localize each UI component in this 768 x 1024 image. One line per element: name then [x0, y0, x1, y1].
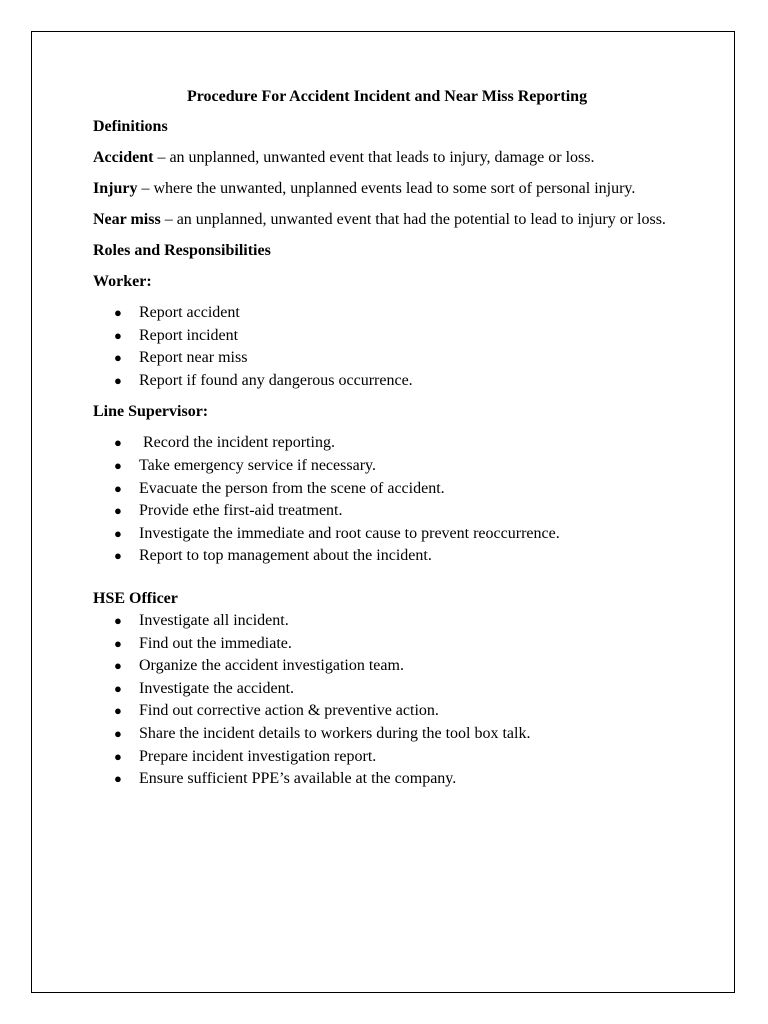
document-title: Procedure For Accident Incident and Near Miss Reporting	[186, 88, 588, 105]
list-item: ● Report to top management about the incident.	[93, 545, 693, 568]
list-item: ● Organize the accident investigation team.	[93, 655, 693, 678]
list-item: ● Find out corrective action & preventive action.	[93, 700, 693, 723]
list-item: ● Share the incident details to workers during the tool box talk.	[93, 723, 693, 746]
line-supervisor-list	[93, 432, 693, 568]
list-item: ● Prepare incident investigation report.	[93, 746, 693, 769]
list-item: ● Investigate the immediate and root cause to prevent reoccurrence.	[93, 523, 693, 546]
definitions-heading: Definitions	[93, 118, 168, 135]
definition-term: Accident	[93, 149, 154, 166]
list-item: ● Take emergency service if necessary.	[93, 455, 693, 478]
roles-heading: Roles and Responsibilities	[93, 242, 271, 259]
definition-text: – an unplanned, unwanted event that had the potential to lead to injury or loss.	[160, 211, 666, 228]
bullet-icon: ●	[114, 350, 122, 366]
bullet-icon: ●	[114, 548, 122, 564]
bullet-icon: ●	[114, 305, 122, 320]
bullet-icon: ●	[114, 612, 122, 628]
definition-injury	[93, 178, 693, 200]
list-item: ● Report near miss	[93, 347, 693, 370]
list-item: ● Evacuate the person from the scene of accident.	[93, 478, 693, 501]
bullet-icon: ●	[114, 457, 122, 473]
list-item: ● Report accident	[93, 302, 693, 325]
bullet-icon: ●	[114, 635, 122, 651]
list-item: ● Report incident	[93, 325, 693, 348]
definition-text: – an unplanned, unwanted event that leads to injury, damage or loss.	[153, 149, 595, 166]
list-item: ● Investigate all incident.	[93, 610, 693, 633]
bullet-icon: ●	[114, 372, 122, 388]
bullet-icon: ●	[114, 327, 122, 343]
definition-term: Injury	[93, 180, 138, 197]
bullet-icon: ●	[114, 725, 122, 741]
definition-text: – where the unwanted, unplanned events lead to some sort of personal injury.	[137, 180, 636, 197]
worker-list	[93, 302, 693, 392]
bullet-icon: ●	[114, 748, 122, 764]
bullet-icon: ●	[114, 480, 122, 496]
list-item: ● Record the incident reporting.	[93, 432, 693, 455]
list-item: ● Ensure sufficient PPE’s available at the company.	[93, 768, 693, 791]
definition-near-miss	[93, 209, 693, 231]
hse-officer-heading: HSE Officer	[93, 589, 178, 607]
bullet-icon: ●	[114, 658, 122, 674]
list-item: ● Report if found any dangerous occurrence.	[93, 370, 693, 393]
hse-officer-list	[93, 610, 693, 791]
bullet-icon: ●	[114, 525, 122, 541]
bullet-icon: ●	[114, 435, 122, 451]
definition-accident	[93, 147, 693, 169]
worker-heading: Worker:	[93, 273, 152, 290]
bullet-icon: ●	[114, 703, 122, 719]
list-item: ● Find out the immediate.	[93, 633, 693, 656]
document-body	[93, 86, 693, 791]
bullet-icon: ●	[114, 771, 122, 787]
definition-term: Near miss	[93, 211, 161, 228]
list-item: ● Provide ethe first-aid treatment.	[93, 500, 693, 523]
bullet-icon: ●	[114, 680, 122, 696]
line-supervisor-heading: Line Supervisor:	[93, 403, 209, 421]
list-item: ● Investigate the accident.	[93, 678, 693, 701]
bullet-icon: ●	[114, 503, 122, 519]
